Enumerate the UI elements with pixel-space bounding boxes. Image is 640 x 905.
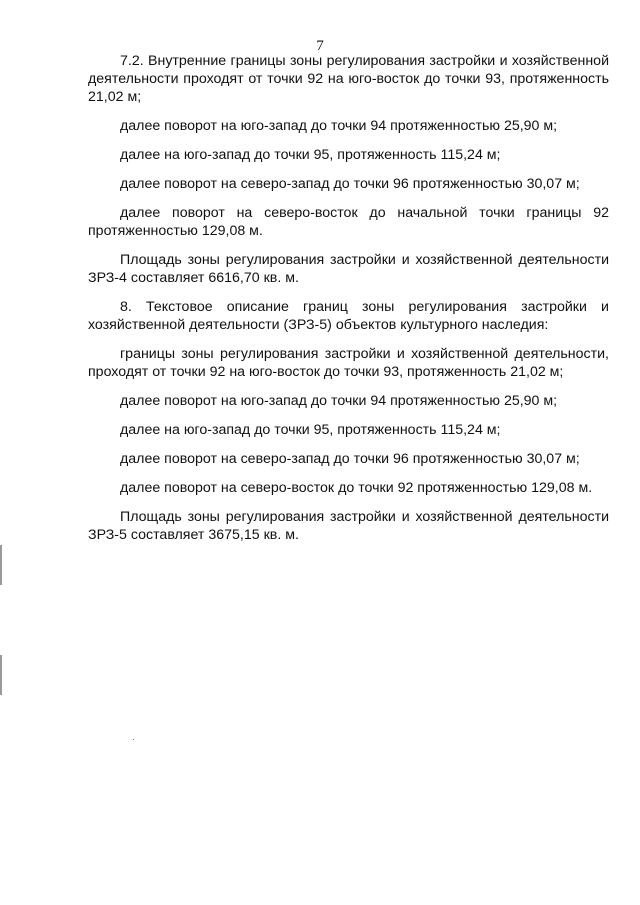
scan-edge-mark [0,655,2,695]
paragraph-zrz-5-segment-95: далее на юго-запад до точки 95, протяженность 115,24 м; [120,422,501,438]
paragraph-zrz-5-boundary: границы зоны регулирования застройки и хозяйственной деятельности, проходят от точки 92 на юго-восток до точки 93, протяженность 21,02 м; [88,346,609,380]
paragraph-area-zrz-4: Площадь зоны регулирования застройки и хозяйственной деятельности ЗРЗ-4 составляет 6616,70 кв. м. [88,252,609,286]
paragraph-zrz-5-segment-94: далее поворот на юго-запад до точки 94 протяженностью 25,90 м; [120,393,558,409]
document-body [88,52,609,555]
paragraph-section-8: 8. Текстовое описание границ зоны регулирования застройки и хозяйственной деятельности (ЗРЗ-5) объектов культурного наследия: [88,299,609,333]
paragraph-area-zrz-5: Площадь зоны регулирования застройки и хозяйственной деятельности ЗРЗ-5 составляет 3675,15 кв. м. [88,509,609,543]
paragraph-segment-96: далее поворот на северо-запад до точки 96 протяженностью 30,07 м; [120,176,580,192]
page-number: 7 [316,38,324,54]
paragraph-zrz-5-segment-96: далее поворот на северо-запад до точки 96 протяженностью 30,07 м; [120,451,580,467]
scan-speck [133,739,134,740]
paragraph-7-2: 7.2. Внутренние границы зоны регулирования застройки и хозяйственной деятельности проходят от точки 92 на юго-восток до точки 93, протяженность 21,02 м; [88,53,609,105]
paragraph-zrz-5-segment-92: далее поворот на северо-восток до точки 92 протяженностью 129,08 м. [120,480,593,496]
paragraph-segment-92-return: далее поворот на северо-восток до начальной точки границы 92 протяженностью 129,08 м. [88,205,609,239]
paragraph-segment-94: далее поворот на юго-запад до точки 94 протяженностью 25,90 м; [120,118,558,134]
paragraph-segment-95: далее на юго-запад до точки 95, протяженность 115,24 м; [120,147,501,163]
scan-edge-mark [0,545,2,585]
